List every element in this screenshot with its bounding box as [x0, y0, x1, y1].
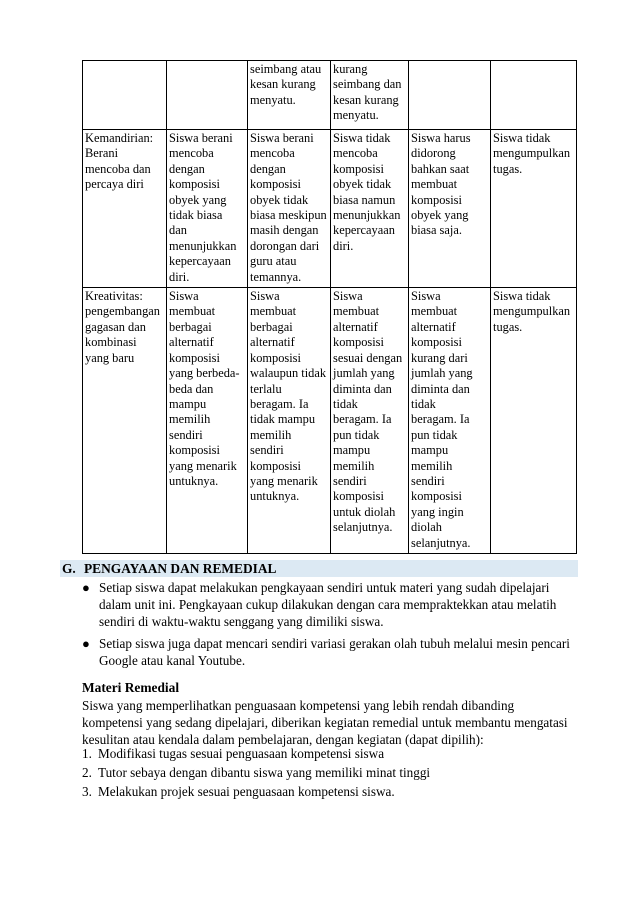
bullet-icon: ●: [82, 580, 90, 595]
table-cell: Siswa membuat berbagai alternatif komposisi walaupun tidak terlalu beragam. Ia tidak mampu memilih sendiri komposisi yang menarik untuknya.: [248, 288, 331, 554]
table-cell: [491, 61, 577, 130]
bullet-icon: ●: [82, 635, 90, 651]
step-number: 3.: [82, 784, 92, 800]
table-cell: Siswa membuat alternatif komposisi kurang dari jumlah yang diminta dan tidak beragam. Ia pun tidak mampu memilih sendiri komposisi yang ingin diolah selanjutnya.: [409, 288, 491, 554]
table-cell: [83, 61, 167, 130]
step-number: 2.: [82, 765, 92, 781]
step-text: Tutor sebaya dengan dibantu siswa yang memiliki minat tinggi: [98, 765, 431, 781]
list-item: [80, 635, 570, 669]
section-title: PENGAYAAN DAN REMEDIAL: [84, 561, 277, 576]
step-text: Modifikasi tugas sesuai penguasaan kompetensi siswa: [98, 746, 385, 761]
list-item-text: Setiap siswa juga dapat mencari sendiri variasi gerakan olah tubuh melalui mesin pencari Google atau kanal Youtube.: [99, 635, 570, 668]
list-item: [82, 745, 574, 762]
table-cell: Siswa harus didorong bahkan saat membuat komposisi obyek yang biasa saja.: [409, 130, 491, 288]
list-item: [82, 764, 574, 781]
table-row: [83, 130, 577, 288]
remedial-steps-list: [82, 745, 574, 803]
table-cell: Siswa membuat alternatif komposisi sesuai dengan jumlah yang diminta dan tidak beragam. Ia pun tidak mampu memilih sendiri komposisi untuk diolah selanjutnya.: [331, 288, 409, 554]
table-cell: Siswa berani mencoba dengan komposisi obyek tidak biasa meskipun masih dengan dorongan dari guru atau temannya.: [248, 130, 331, 288]
enrichment-list: [80, 579, 570, 673]
list-item-text: Setiap siswa dapat melakukan pengkayaan sendiri untuk materi yang sudah dipelajari dalam unit ini. Pengkayaan cukup dilakukan dengan cara mempraktekkan atau melatih sendiri di waktu-waktu senggang yang dimiliki siswa.: [99, 580, 557, 630]
table-cell: [409, 61, 491, 130]
table-row: [83, 288, 577, 554]
list-item: [82, 783, 574, 800]
step-text: Melakukan projek sesuai penguasaan kompetensi siswa.: [98, 784, 395, 800]
table-cell: [167, 61, 248, 130]
table-cell: Siswa berani mencoba dengan komposisi obyek yang tidak biasa dan menunjukkan kepercayaan diri.: [167, 130, 248, 288]
assessment-rubric-table: [82, 60, 577, 554]
step-number: 1.: [82, 746, 92, 761]
remedial-paragraph: Siswa yang memperlihatkan penguasaan kompetensi yang lebih rendah dibanding kompetensi yang sedang dipelajari, diberikan kegiatan remedial untuk membantu mengatasi kesulitan atau kendala dalam pembelajaran, dengan kegiatan (dapat dipilih):: [82, 698, 568, 748]
table-cell: seimbang atau kesan kurang menyatu.: [248, 61, 331, 130]
table-cell: Kemandirian: Berani mencoba dan percaya diri: [83, 130, 167, 288]
table-cell: kurang seimbang dan kesan kurang menyatu.: [331, 61, 409, 130]
table-cell: Siswa tidak mencoba komposisi obyek tidak biasa namun menunjukkan kepercayaan diri.: [331, 130, 409, 288]
table-cell: Siswa membuat berbagai alternatif komposisi yang berbeda- beda dan mampu memilih sendiri komposisi yang menarik untuknya.: [167, 288, 248, 554]
list-item: [80, 579, 570, 631]
table-row: [83, 61, 577, 130]
table-cell: Kreativitas: pengembangan gagasan dan kombinasi yang baru: [83, 288, 167, 554]
section-letter: G.: [62, 561, 76, 576]
table-cell: Siswa tidak mengumpulkan tugas.: [491, 288, 577, 554]
section-heading: [60, 560, 578, 577]
remedial-heading: Materi Remedial: [82, 680, 180, 695]
table-cell: Siswa tidak mengumpulkan tugas.: [491, 130, 577, 288]
